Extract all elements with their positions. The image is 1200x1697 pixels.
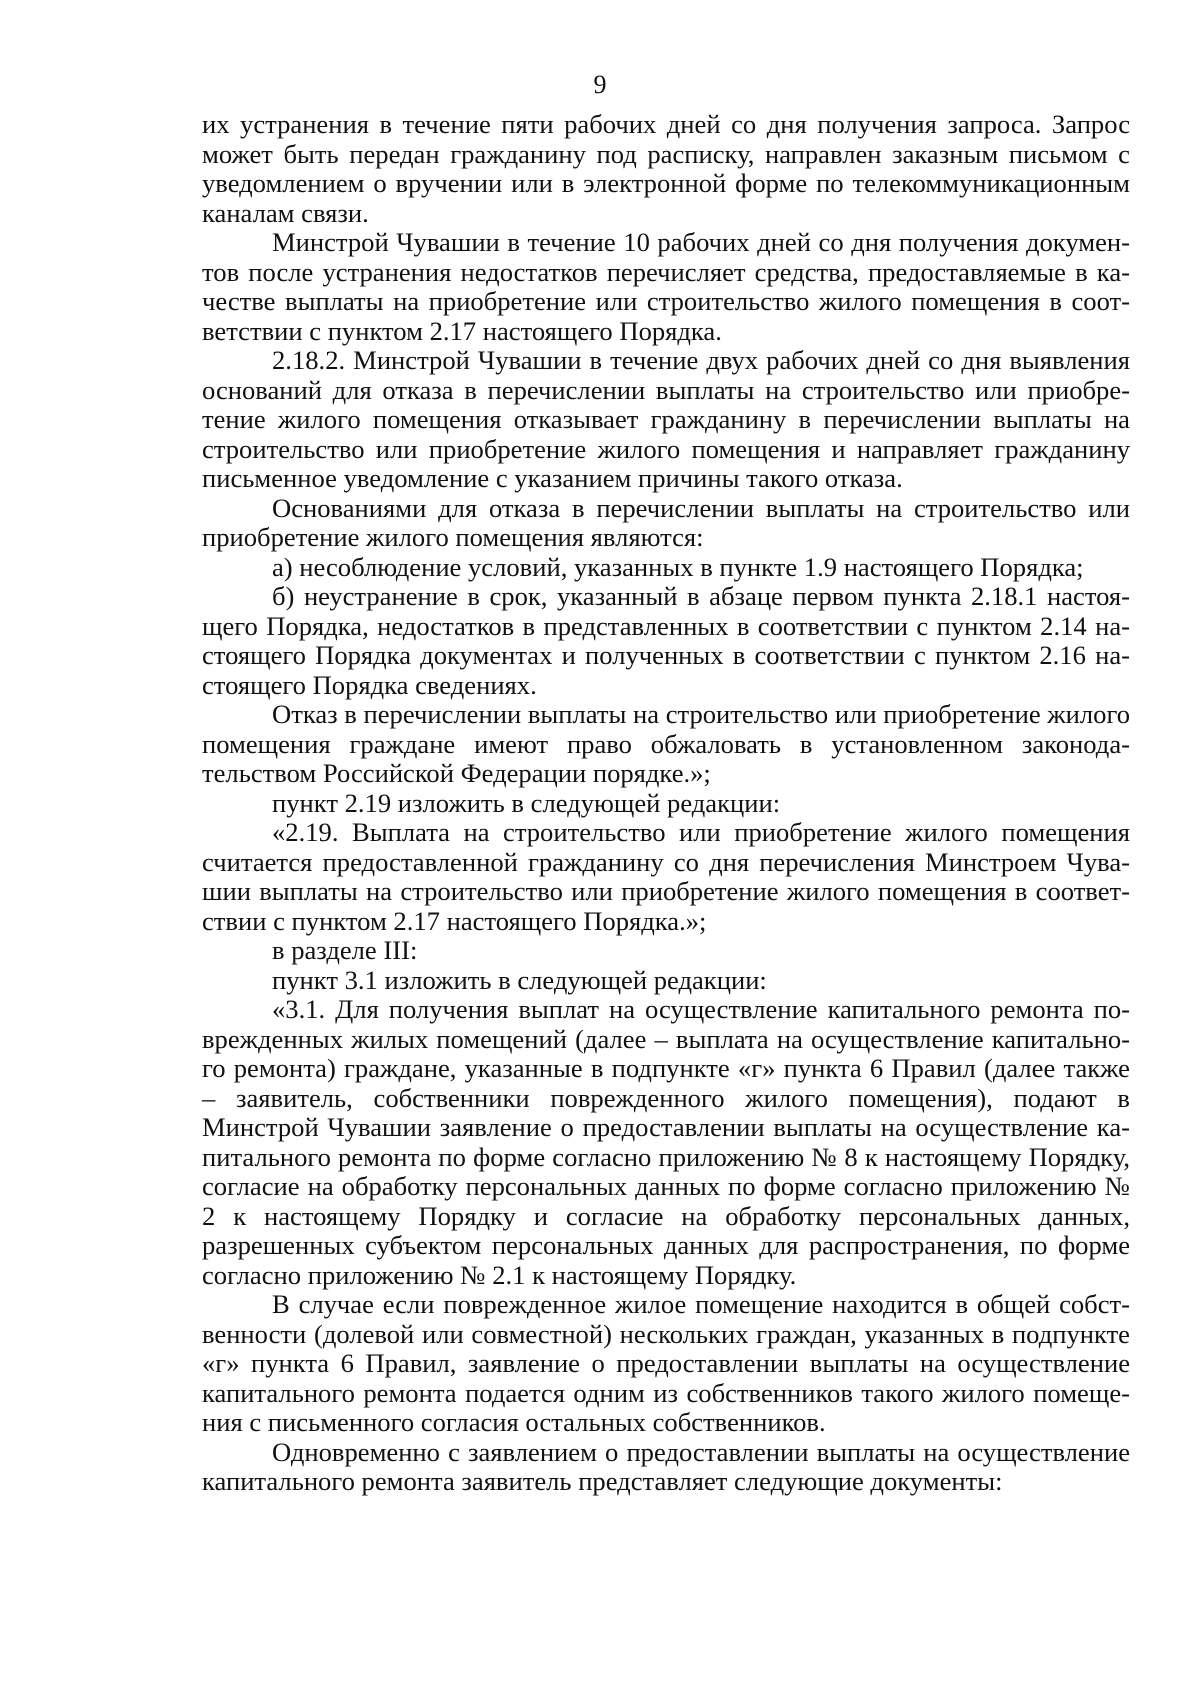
paragraph-8: пункт 2.19 изложить в следующей редакции: bbox=[272, 787, 781, 818]
paragraph-2: Минстрой Чувашии в течение 10 рабочих дней со дня получения документов после устранения недостатков перечисляет средства, предоставляемые в качестве выплаты на приобретение или строительство жилого помещения в соответствии с пунктом 2.17 настоящего Порядка. bbox=[202, 227, 1130, 346]
paragraph-6: б) неустранение в срок, указанный в абзаце первом пункта 2.18.1 настоящего Порядка, недостатков в представленных в соответствии с пунктом 2.14 настоящего Порядка документах и полученных в соответствии с пунктом 2.16 настоящего Порядка сведениях. bbox=[202, 581, 1130, 700]
paragraph-4: Основаниями для отказа в перечислении выплаты на строительство или приобретение жилого помещения являются: bbox=[202, 492, 1130, 552]
paragraph-7: Отказ в перечислении выплаты на строительство или приобретение жилого помещения граждане имеют право обжаловать в установленном законодательством Российской Федерации порядке.»; bbox=[202, 699, 1130, 788]
paragraph-3: 2.18.2. Минстрой Чувашии в течение двух рабочих дней со дня выявления оснований для отказа в перечислении выплаты на строительство или приобретение жилого помещения отказывает гражданину в перечислении выплаты на строительство или приобретение жилого помещения и направляет гражданину письменное уведомление с указанием причины такого отказа. bbox=[202, 345, 1130, 493]
paragraph-11: пункт 3.1 изложить в следующей редакции: bbox=[272, 964, 767, 995]
document-body bbox=[202, 110, 1130, 1497]
page-number: 9 bbox=[593, 70, 607, 99]
paragraph-14: Одновременно с заявлением о предоставлении выплаты на осуществление капитального ремонта заявитель представляет следующие документы: bbox=[202, 1436, 1130, 1496]
paragraph-13: В случае если поврежденное жилое помещение находится в общей собственности (долевой или совместной) нескольких граждан, указанных в подпункте «г» пункта 6 Правил, заявление о предоставлении выплаты на осуществление капитального ремонта подается одним из собственников такого жилого помещения с письменного согласия остальных собственников. bbox=[202, 1289, 1130, 1437]
paragraph-10: в разделе III: bbox=[272, 935, 418, 965]
paragraph-12: «3.1. Для получения выплат на осуществление капитального ремонта поврежденных жилых помещений (далее – выплата на осуществление капитального ремонта) граждане, указанные в подпункте «г» пункта 6 Правил (далее также – заявитель, собственники поврежденного жилого помещения), подают в Минстрой Чувашии заявление о предоставлении выплаты на осуществление капитального ремонта по форме согласно приложению № 8 к настоящему Порядку, согласие на обработку персональных данных по форме согласно приложению № 2 к настоящему Порядку и согласие на обработку персональных данных, разрешенных субъектом персональных данных для распространения, по форме согласно приложению № 2.1 к настоящему Порядку. bbox=[202, 994, 1130, 1290]
paragraph-5: а) несоблюдение условий, указанных в пункте 1.9 настоящего Порядка; bbox=[272, 551, 1084, 582]
paragraph-9: «2.19. Выплата на строительство или приобретение жилого помещения считается предоставленной гражданину со дня перечисления Минстроем Чувашии выплаты на строительство или приобретение жилого помещения в соответствии с пунктом 2.17 настоящего Порядка.»; bbox=[202, 817, 1130, 936]
paragraph-1: их устранения в течение пяти рабочих дней со дня получения запроса. Запрос может быть передан гражданину под расписку, направлен заказным письмом с уведомлением о вручении или в электронной форме по телекоммуникационным каналам связи. bbox=[202, 109, 1130, 228]
